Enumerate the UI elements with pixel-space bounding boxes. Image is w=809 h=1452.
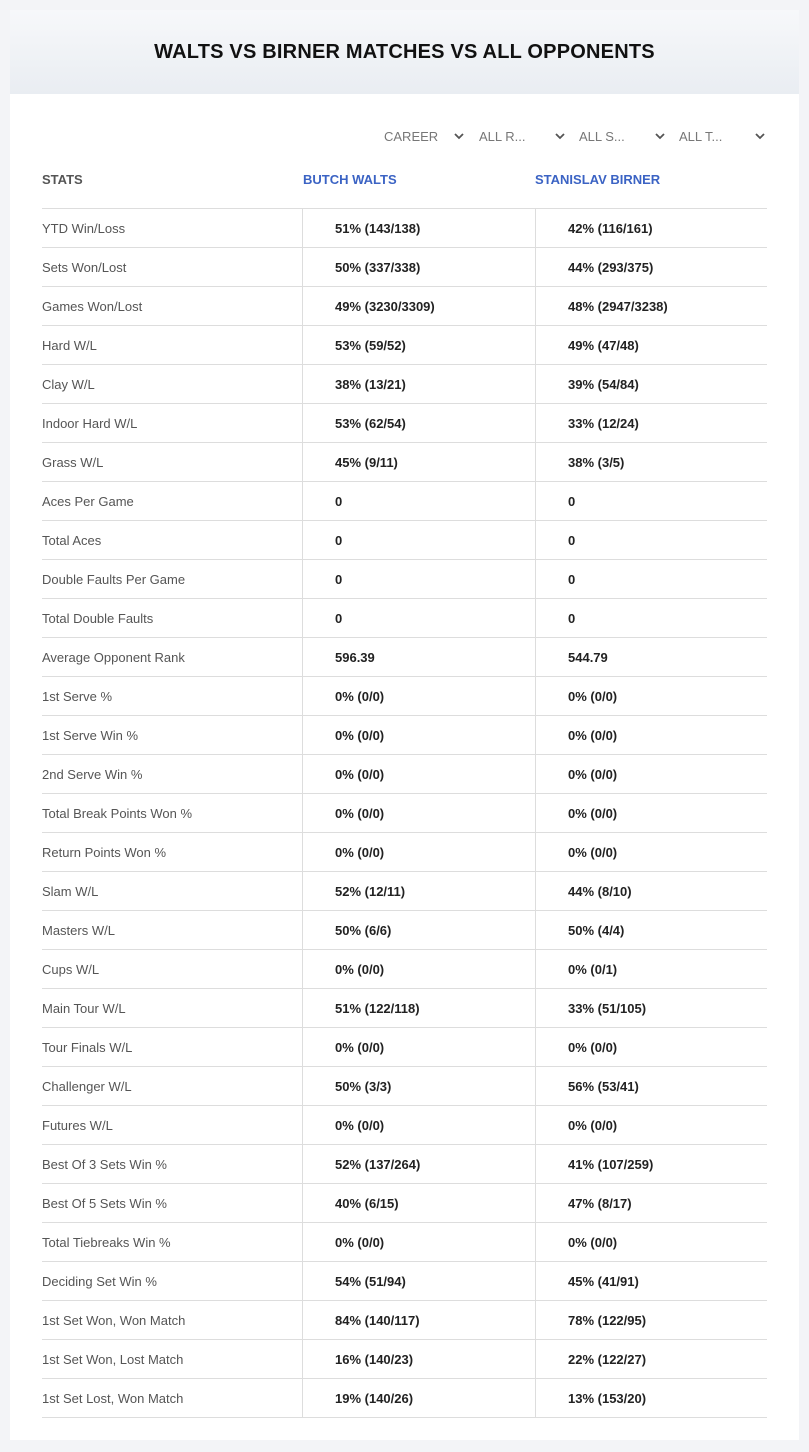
stat-label: Best Of 5 Sets Win % <box>42 1196 167 1211</box>
player2-stat-value: 38% (3/5) <box>535 443 767 481</box>
table-row <box>42 1340 767 1379</box>
player1-stat-value: 51% (122/118) <box>302 989 535 1027</box>
filter-label: ALL T... <box>679 128 723 144</box>
stat-label: 1st Serve Win % <box>42 728 139 743</box>
stat-label: Masters W/L <box>42 923 115 938</box>
player2-stat-value: 44% (8/10) <box>535 872 767 910</box>
table-row <box>42 1067 767 1106</box>
player1-stat-value: 0 <box>302 560 535 598</box>
stats-table <box>42 208 767 1418</box>
table-row <box>42 1223 767 1262</box>
filter-round-select[interactable] <box>479 126 565 146</box>
player2-stat-value: 0% (0/0) <box>535 794 767 832</box>
table-row <box>42 716 767 755</box>
filter-surface-select[interactable] <box>579 126 665 146</box>
player1-stat-value: 52% (12/11) <box>302 872 535 910</box>
player1-stat-value: 0% (0/0) <box>302 716 535 754</box>
player1-stat-value: 49% (3230/3309) <box>302 287 535 325</box>
player2-stat-value: 39% (54/84) <box>535 365 767 403</box>
stat-label: Indoor Hard W/L <box>42 416 138 431</box>
stat-label: 1st Set Lost, Won Match <box>42 1391 184 1406</box>
player2-stat-value: 78% (122/95) <box>535 1301 767 1339</box>
stat-label: Total Double Faults <box>42 611 154 626</box>
column-headers <box>42 170 767 190</box>
chevron-down-icon <box>755 131 765 141</box>
table-row <box>42 326 767 365</box>
table-row <box>42 1028 767 1067</box>
stat-label: Total Tiebreaks Win % <box>42 1235 171 1250</box>
player1-stat-value: 50% (6/6) <box>302 911 535 949</box>
table-row <box>42 248 767 287</box>
player2-stat-value: 33% (51/105) <box>535 989 767 1027</box>
player1-stat-value: 50% (337/338) <box>302 248 535 286</box>
player1-stat-value: 16% (140/23) <box>302 1340 535 1378</box>
table-row <box>42 1301 767 1340</box>
table-row <box>42 833 767 872</box>
stat-label: Aces Per Game <box>42 494 134 509</box>
player2-stat-value: 33% (12/24) <box>535 404 767 442</box>
player2-stat-value: 13% (153/20) <box>535 1379 767 1417</box>
table-row <box>42 482 767 521</box>
player1-stat-value: 0% (0/0) <box>302 1106 535 1144</box>
player2-stat-value: 0 <box>535 599 767 637</box>
table-row <box>42 365 767 404</box>
stat-label: Challenger W/L <box>42 1079 132 1094</box>
filter-label: ALL S... <box>579 128 625 144</box>
table-row <box>42 1184 767 1223</box>
player1-column-header[interactable]: BUTCH WALTS <box>303 172 397 187</box>
stat-label: Deciding Set Win % <box>42 1274 157 1289</box>
player2-column-header[interactable]: STANISLAV BIRNER <box>535 172 661 187</box>
player1-stat-value: 45% (9/11) <box>302 443 535 481</box>
player2-stat-value: 0 <box>535 521 767 559</box>
player2-stat-value: 0% (0/0) <box>535 833 767 871</box>
filter-bar <box>10 126 799 146</box>
stat-label: Grass W/L <box>42 455 104 470</box>
player1-stat-value: 0% (0/0) <box>302 794 535 832</box>
stat-label: Games Won/Lost <box>42 299 143 314</box>
stat-label: 1st Set Won, Lost Match <box>42 1352 184 1367</box>
stat-label: Average Opponent Rank <box>42 650 185 665</box>
chevron-down-icon <box>655 131 665 141</box>
stat-label: Tour Finals W/L <box>42 1040 133 1055</box>
player1-stat-value: 0% (0/0) <box>302 1223 535 1261</box>
player1-stat-value: 596.39 <box>302 638 535 676</box>
stat-label: Double Faults Per Game <box>42 572 186 587</box>
player2-stat-value: 0% (0/0) <box>535 716 767 754</box>
player1-stat-value: 0 <box>302 482 535 520</box>
table-row <box>42 989 767 1028</box>
player1-stat-value: 0% (0/0) <box>302 755 535 793</box>
player2-stat-value: 544.79 <box>535 638 767 676</box>
table-row <box>42 794 767 833</box>
stat-label: Return Points Won % <box>42 845 167 860</box>
table-row <box>42 1379 767 1418</box>
card-header <box>10 10 799 94</box>
player1-stat-value: 51% (143/138) <box>302 209 535 247</box>
player2-stat-value: 0 <box>535 482 767 520</box>
player1-stat-value: 19% (140/26) <box>302 1379 535 1417</box>
stat-label: Best Of 3 Sets Win % <box>42 1157 167 1172</box>
player2-stat-value: 22% (122/27) <box>535 1340 767 1378</box>
page-title: WALTS VS BIRNER MATCHES VS ALL OPPONENTS <box>154 40 655 63</box>
table-row <box>42 560 767 599</box>
stat-label: 1st Serve % <box>42 689 113 704</box>
table-row <box>42 521 767 560</box>
player1-stat-value: 84% (140/117) <box>302 1301 535 1339</box>
player2-stat-value: 47% (8/17) <box>535 1184 767 1222</box>
chevron-down-icon <box>555 131 565 141</box>
player1-stat-value: 0% (0/0) <box>302 950 535 988</box>
table-row <box>42 599 767 638</box>
table-row <box>42 1262 767 1301</box>
player1-stat-value: 0% (0/0) <box>302 833 535 871</box>
player1-stat-value: 38% (13/21) <box>302 365 535 403</box>
table-row <box>42 950 767 989</box>
table-row <box>42 443 767 482</box>
player1-stat-value: 0% (0/0) <box>302 677 535 715</box>
stat-label: Total Break Points Won % <box>42 806 193 821</box>
player1-stat-value: 50% (3/3) <box>302 1067 535 1105</box>
filter-label: ALL R... <box>479 128 526 144</box>
table-row <box>42 1106 767 1145</box>
stats-card <box>10 10 799 1440</box>
player1-stat-value: 0% (0/0) <box>302 1028 535 1066</box>
table-row <box>42 287 767 326</box>
player1-stat-value: 53% (59/52) <box>302 326 535 364</box>
player2-stat-value: 48% (2947/3238) <box>535 287 767 325</box>
stat-label: Main Tour W/L <box>42 1001 126 1016</box>
player2-stat-value: 0% (0/0) <box>535 1028 767 1066</box>
table-row <box>42 404 767 443</box>
player1-stat-value: 0 <box>302 521 535 559</box>
player1-stat-value: 52% (137/264) <box>302 1145 535 1183</box>
stat-label: Clay W/L <box>42 377 95 392</box>
player1-stat-value: 0 <box>302 599 535 637</box>
filter-tournament-select[interactable] <box>679 126 765 146</box>
player1-stat-value: 40% (6/15) <box>302 1184 535 1222</box>
table-row <box>42 911 767 950</box>
player2-stat-value: 56% (53/41) <box>535 1067 767 1105</box>
table-row <box>42 638 767 677</box>
stat-label: 2nd Serve Win % <box>42 767 143 782</box>
player2-stat-value: 0% (0/0) <box>535 1106 767 1144</box>
stat-label: YTD Win/Loss <box>42 221 126 236</box>
player2-stat-value: 0% (0/1) <box>535 950 767 988</box>
table-row <box>42 209 767 248</box>
stat-label: Slam W/L <box>42 884 99 899</box>
player2-stat-value: 0 <box>535 560 767 598</box>
table-row <box>42 872 767 911</box>
stat-label: Hard W/L <box>42 338 97 353</box>
player2-stat-value: 50% (4/4) <box>535 911 767 949</box>
player2-stat-value: 41% (107/259) <box>535 1145 767 1183</box>
chevron-down-icon <box>454 131 464 141</box>
stat-label: Futures W/L <box>42 1118 113 1133</box>
table-row <box>42 1145 767 1184</box>
player2-stat-value: 0% (0/0) <box>535 677 767 715</box>
player2-stat-value: 0% (0/0) <box>535 755 767 793</box>
table-row <box>42 677 767 716</box>
filter-period-select[interactable] <box>384 126 464 146</box>
player2-stat-value: 0% (0/0) <box>535 1223 767 1261</box>
filter-label: CAREER <box>384 128 439 144</box>
player2-stat-value: 45% (41/91) <box>535 1262 767 1300</box>
stat-label: Cups W/L <box>42 962 100 977</box>
stat-label: Sets Won/Lost <box>42 260 127 275</box>
player2-stat-value: 44% (293/375) <box>535 248 767 286</box>
stat-label: 1st Set Won, Won Match <box>42 1313 186 1328</box>
table-row <box>42 755 767 794</box>
player2-stat-value: 49% (47/48) <box>535 326 767 364</box>
player2-stat-value: 42% (116/161) <box>535 209 767 247</box>
player1-stat-value: 54% (51/94) <box>302 1262 535 1300</box>
stat-label: Total Aces <box>42 533 102 548</box>
player1-stat-value: 53% (62/54) <box>302 404 535 442</box>
stats-column-header: STATS <box>42 172 83 187</box>
